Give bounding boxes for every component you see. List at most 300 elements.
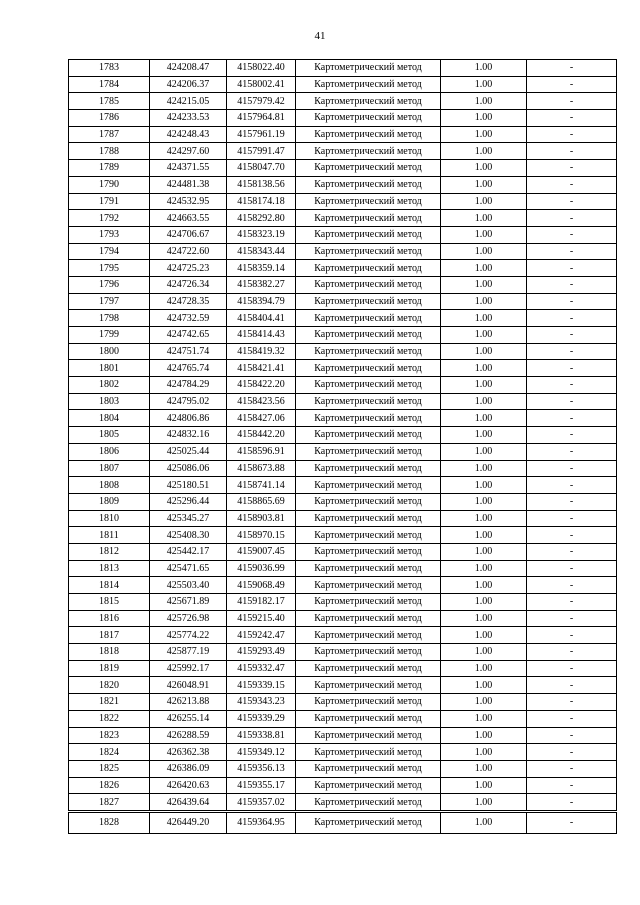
description-cell: -	[527, 260, 617, 277]
method-cell: Картометрический метод	[296, 744, 441, 761]
y-coordinate-cell: 4159349.12	[227, 744, 296, 761]
accuracy-cell: 1.00	[441, 243, 527, 260]
accuracy-cell: 1.00	[441, 410, 527, 427]
coordinates-table-body	[69, 60, 617, 834]
accuracy-cell: 1.00	[441, 360, 527, 377]
x-coordinate-cell: 425025.44	[150, 443, 227, 460]
description-cell: -	[527, 777, 617, 794]
method-cell: Картометрический метод	[296, 560, 441, 577]
method-cell: Картометрический метод	[296, 710, 441, 727]
method-cell: Картометрический метод	[296, 777, 441, 794]
x-coordinate-cell: 425345.27	[150, 510, 227, 527]
y-coordinate-cell: 4159355.17	[227, 777, 296, 794]
method-cell: Картометрический метод	[296, 76, 441, 93]
y-coordinate-cell: 4159182.17	[227, 594, 296, 611]
table-row	[69, 60, 617, 77]
accuracy-cell: 1.00	[441, 327, 527, 344]
point-number-cell: 1807	[69, 460, 150, 477]
description-cell: -	[527, 543, 617, 560]
description-cell: -	[527, 60, 617, 77]
y-coordinate-cell: 4158414.43	[227, 327, 296, 344]
x-coordinate-cell: 426420.63	[150, 777, 227, 794]
point-number-cell: 1802	[69, 377, 150, 394]
table-row	[69, 510, 617, 527]
y-coordinate-cell: 4159215.40	[227, 610, 296, 627]
method-cell: Картометрический метод	[296, 310, 441, 327]
point-number-cell: 1785	[69, 93, 150, 110]
table-row	[69, 126, 617, 143]
method-cell: Картометрический метод	[296, 660, 441, 677]
description-cell: -	[527, 443, 617, 460]
y-coordinate-cell: 4158423.56	[227, 393, 296, 410]
x-coordinate-cell: 424206.37	[150, 76, 227, 93]
table-row	[69, 310, 617, 327]
coordinates-table	[68, 59, 617, 834]
table-row	[69, 527, 617, 544]
accuracy-cell: 1.00	[441, 527, 527, 544]
method-cell: Картометрический метод	[296, 477, 441, 494]
point-number-cell: 1791	[69, 193, 150, 210]
point-number-cell: 1797	[69, 293, 150, 310]
description-cell: -	[527, 727, 617, 744]
accuracy-cell: 1.00	[441, 160, 527, 177]
point-number-cell: 1815	[69, 594, 150, 611]
page-number: 41	[314, 30, 326, 42]
description-cell: -	[527, 393, 617, 410]
x-coordinate-cell: 425671.89	[150, 594, 227, 611]
point-number-cell: 1812	[69, 543, 150, 560]
description-cell: -	[527, 210, 617, 227]
y-coordinate-cell: 4159068.49	[227, 577, 296, 594]
description-cell: -	[527, 694, 617, 711]
table-row	[69, 694, 617, 711]
table-row	[69, 193, 617, 210]
x-coordinate-cell: 425992.17	[150, 660, 227, 677]
y-coordinate-cell: 4158404.41	[227, 310, 296, 327]
description-cell: -	[527, 126, 617, 143]
description-cell: -	[527, 594, 617, 611]
accuracy-cell: 1.00	[441, 543, 527, 560]
y-coordinate-cell: 4159007.45	[227, 543, 296, 560]
point-number-cell: 1801	[69, 360, 150, 377]
table-row	[69, 243, 617, 260]
method-cell: Картометрический метод	[296, 493, 441, 510]
method-cell: Картометрический метод	[296, 410, 441, 427]
point-number-cell: 1822	[69, 710, 150, 727]
description-cell: -	[527, 343, 617, 360]
description-cell: -	[527, 243, 617, 260]
accuracy-cell: 1.00	[441, 560, 527, 577]
table-row	[69, 260, 617, 277]
x-coordinate-cell: 424233.53	[150, 110, 227, 127]
y-coordinate-cell: 4159338.81	[227, 727, 296, 744]
y-coordinate-cell: 4159364.95	[227, 811, 296, 833]
y-coordinate-cell: 4158382.27	[227, 276, 296, 293]
y-coordinate-cell: 4159343.23	[227, 694, 296, 711]
method-cell: Картометрический метод	[296, 293, 441, 310]
point-number-cell: 1824	[69, 744, 150, 761]
x-coordinate-cell: 425503.40	[150, 577, 227, 594]
accuracy-cell: 1.00	[441, 260, 527, 277]
description-cell: -	[527, 577, 617, 594]
description-cell: -	[527, 176, 617, 193]
x-coordinate-cell: 424297.60	[150, 143, 227, 160]
x-coordinate-cell: 424742.65	[150, 327, 227, 344]
description-cell: -	[527, 276, 617, 293]
accuracy-cell: 1.00	[441, 493, 527, 510]
y-coordinate-cell: 4158442.20	[227, 427, 296, 444]
accuracy-cell: 1.00	[441, 811, 527, 833]
table-row	[69, 610, 617, 627]
y-coordinate-cell: 4159036.99	[227, 560, 296, 577]
description-cell: -	[527, 510, 617, 527]
table-row	[69, 727, 617, 744]
method-cell: Картометрический метод	[296, 327, 441, 344]
point-number-cell: 1804	[69, 410, 150, 427]
x-coordinate-cell: 424371.55	[150, 160, 227, 177]
table-row	[69, 293, 617, 310]
description-cell: -	[527, 110, 617, 127]
accuracy-cell: 1.00	[441, 460, 527, 477]
method-cell: Картометрический метод	[296, 577, 441, 594]
y-coordinate-cell: 4158022.40	[227, 60, 296, 77]
x-coordinate-cell: 424726.34	[150, 276, 227, 293]
point-number-cell: 1795	[69, 260, 150, 277]
table-row	[69, 660, 617, 677]
x-coordinate-cell: 426288.59	[150, 727, 227, 744]
method-cell: Картометрический метод	[296, 694, 441, 711]
y-coordinate-cell: 4159242.47	[227, 627, 296, 644]
x-coordinate-cell: 424832.16	[150, 427, 227, 444]
accuracy-cell: 1.00	[441, 310, 527, 327]
table-row	[69, 427, 617, 444]
accuracy-cell: 1.00	[441, 293, 527, 310]
table-row	[69, 176, 617, 193]
description-cell: -	[527, 644, 617, 661]
accuracy-cell: 1.00	[441, 760, 527, 777]
y-coordinate-cell: 4157961.19	[227, 126, 296, 143]
table-row	[69, 460, 617, 477]
point-number-cell: 1784	[69, 76, 150, 93]
point-number-cell: 1817	[69, 627, 150, 644]
x-coordinate-cell: 425408.30	[150, 527, 227, 544]
y-coordinate-cell: 4158970.15	[227, 527, 296, 544]
accuracy-cell: 1.00	[441, 110, 527, 127]
table-row	[69, 560, 617, 577]
x-coordinate-cell: 424784.29	[150, 377, 227, 394]
method-cell: Картометрический метод	[296, 393, 441, 410]
point-number-cell: 1811	[69, 527, 150, 544]
point-number-cell: 1783	[69, 60, 150, 77]
table-row	[69, 644, 617, 661]
y-coordinate-cell: 4158741.14	[227, 477, 296, 494]
table-row	[69, 76, 617, 93]
point-number-cell: 1820	[69, 677, 150, 694]
x-coordinate-cell: 424765.74	[150, 360, 227, 377]
point-number-cell: 1819	[69, 660, 150, 677]
y-coordinate-cell: 4158865.69	[227, 493, 296, 510]
method-cell: Картометрический метод	[296, 527, 441, 544]
description-cell: -	[527, 493, 617, 510]
accuracy-cell: 1.00	[441, 93, 527, 110]
method-cell: Картометрический метод	[296, 226, 441, 243]
point-number-cell: 1799	[69, 327, 150, 344]
method-cell: Картометрический метод	[296, 126, 441, 143]
point-number-cell: 1818	[69, 644, 150, 661]
x-coordinate-cell: 424663.55	[150, 210, 227, 227]
description-cell: -	[527, 360, 617, 377]
accuracy-cell: 1.00	[441, 76, 527, 93]
x-coordinate-cell: 425877.19	[150, 644, 227, 661]
y-coordinate-cell: 4158343.44	[227, 243, 296, 260]
accuracy-cell: 1.00	[441, 226, 527, 243]
accuracy-cell: 1.00	[441, 777, 527, 794]
point-number-cell: 1796	[69, 276, 150, 293]
x-coordinate-cell: 424806.86	[150, 410, 227, 427]
accuracy-cell: 1.00	[441, 427, 527, 444]
x-coordinate-cell: 424795.02	[150, 393, 227, 410]
table-row	[69, 327, 617, 344]
y-coordinate-cell: 4158421.41	[227, 360, 296, 377]
point-number-cell: 1816	[69, 610, 150, 627]
y-coordinate-cell: 4159357.02	[227, 794, 296, 812]
x-coordinate-cell: 424722.60	[150, 243, 227, 260]
method-cell: Картометрический метод	[296, 794, 441, 812]
method-cell: Картометрический метод	[296, 543, 441, 560]
table-row	[69, 93, 617, 110]
x-coordinate-cell: 424248.43	[150, 126, 227, 143]
table-row	[69, 360, 617, 377]
description-cell: -	[527, 710, 617, 727]
accuracy-cell: 1.00	[441, 660, 527, 677]
x-coordinate-cell: 426255.14	[150, 710, 227, 727]
y-coordinate-cell: 4158903.81	[227, 510, 296, 527]
table-row	[69, 276, 617, 293]
accuracy-cell: 1.00	[441, 443, 527, 460]
point-number-cell: 1828	[69, 811, 150, 833]
method-cell: Картометрический метод	[296, 460, 441, 477]
y-coordinate-cell: 4158047.70	[227, 160, 296, 177]
description-cell: -	[527, 477, 617, 494]
accuracy-cell: 1.00	[441, 393, 527, 410]
method-cell: Картометрический метод	[296, 677, 441, 694]
x-coordinate-cell: 424215.05	[150, 93, 227, 110]
table-row	[69, 410, 617, 427]
method-cell: Картометрический метод	[296, 610, 441, 627]
accuracy-cell: 1.00	[441, 610, 527, 627]
description-cell: -	[527, 627, 617, 644]
x-coordinate-cell: 424751.74	[150, 343, 227, 360]
y-coordinate-cell: 4158419.32	[227, 343, 296, 360]
x-coordinate-cell: 424728.35	[150, 293, 227, 310]
method-cell: Картометрический метод	[296, 243, 441, 260]
method-cell: Картометрический метод	[296, 276, 441, 293]
x-coordinate-cell: 424532.95	[150, 193, 227, 210]
description-cell: -	[527, 143, 617, 160]
y-coordinate-cell: 4159293.49	[227, 644, 296, 661]
point-number-cell: 1814	[69, 577, 150, 594]
point-number-cell: 1808	[69, 477, 150, 494]
description-cell: -	[527, 93, 617, 110]
x-coordinate-cell: 425774.22	[150, 627, 227, 644]
table-row	[69, 811, 617, 833]
point-number-cell: 1800	[69, 343, 150, 360]
accuracy-cell: 1.00	[441, 193, 527, 210]
y-coordinate-cell: 4158323.19	[227, 226, 296, 243]
y-coordinate-cell: 4158138.56	[227, 176, 296, 193]
x-coordinate-cell: 426386.09	[150, 760, 227, 777]
method-cell: Картометрический метод	[296, 427, 441, 444]
y-coordinate-cell: 4158427.06	[227, 410, 296, 427]
x-coordinate-cell: 425086.06	[150, 460, 227, 477]
table-row	[69, 226, 617, 243]
x-coordinate-cell: 426449.20	[150, 811, 227, 833]
x-coordinate-cell: 426439.64	[150, 794, 227, 812]
x-coordinate-cell: 426213.88	[150, 694, 227, 711]
method-cell: Картометрический метод	[296, 360, 441, 377]
y-coordinate-cell: 4159356.13	[227, 760, 296, 777]
accuracy-cell: 1.00	[441, 377, 527, 394]
method-cell: Картометрический метод	[296, 93, 441, 110]
method-cell: Картометрический метод	[296, 443, 441, 460]
point-number-cell: 1821	[69, 694, 150, 711]
point-number-cell: 1792	[69, 210, 150, 227]
table-row	[69, 493, 617, 510]
y-coordinate-cell: 4158002.41	[227, 76, 296, 93]
point-number-cell: 1788	[69, 143, 150, 160]
description-cell: -	[527, 410, 617, 427]
point-number-cell: 1803	[69, 393, 150, 410]
description-cell: -	[527, 427, 617, 444]
x-coordinate-cell: 426362.38	[150, 744, 227, 761]
point-number-cell: 1798	[69, 310, 150, 327]
x-coordinate-cell: 424732.59	[150, 310, 227, 327]
point-number-cell: 1786	[69, 110, 150, 127]
accuracy-cell: 1.00	[441, 710, 527, 727]
x-coordinate-cell: 425180.51	[150, 477, 227, 494]
point-number-cell: 1813	[69, 560, 150, 577]
point-number-cell: 1806	[69, 443, 150, 460]
table-row	[69, 760, 617, 777]
accuracy-cell: 1.00	[441, 276, 527, 293]
x-coordinate-cell: 425296.44	[150, 493, 227, 510]
description-cell: -	[527, 677, 617, 694]
accuracy-cell: 1.00	[441, 744, 527, 761]
x-coordinate-cell: 424481.38	[150, 176, 227, 193]
table-row	[69, 143, 617, 160]
description-cell: -	[527, 794, 617, 812]
point-number-cell: 1793	[69, 226, 150, 243]
x-coordinate-cell: 426048.91	[150, 677, 227, 694]
table-row	[69, 594, 617, 611]
method-cell: Картометрический метод	[296, 143, 441, 160]
method-cell: Картометрический метод	[296, 377, 441, 394]
y-coordinate-cell: 4159332.47	[227, 660, 296, 677]
y-coordinate-cell: 4158422.20	[227, 377, 296, 394]
accuracy-cell: 1.00	[441, 343, 527, 360]
y-coordinate-cell: 4157964.81	[227, 110, 296, 127]
accuracy-cell: 1.00	[441, 477, 527, 494]
description-cell: -	[527, 610, 617, 627]
method-cell: Картометрический метод	[296, 811, 441, 833]
method-cell: Картометрический метод	[296, 760, 441, 777]
description-cell: -	[527, 310, 617, 327]
description-cell: -	[527, 226, 617, 243]
table-row	[69, 744, 617, 761]
accuracy-cell: 1.00	[441, 644, 527, 661]
description-cell: -	[527, 327, 617, 344]
accuracy-cell: 1.00	[441, 794, 527, 812]
method-cell: Картометрический метод	[296, 210, 441, 227]
description-cell: -	[527, 193, 617, 210]
description-cell: -	[527, 76, 617, 93]
point-number-cell: 1794	[69, 243, 150, 260]
table-row	[69, 677, 617, 694]
accuracy-cell: 1.00	[441, 627, 527, 644]
method-cell: Картометрический метод	[296, 727, 441, 744]
x-coordinate-cell: 424706.67	[150, 226, 227, 243]
table-row	[69, 794, 617, 812]
table-row	[69, 160, 617, 177]
method-cell: Картометрический метод	[296, 176, 441, 193]
point-number-cell: 1787	[69, 126, 150, 143]
table-row	[69, 543, 617, 560]
accuracy-cell: 1.00	[441, 594, 527, 611]
table-row	[69, 110, 617, 127]
y-coordinate-cell: 4157979.42	[227, 93, 296, 110]
point-number-cell: 1825	[69, 760, 150, 777]
description-cell: -	[527, 560, 617, 577]
description-cell: -	[527, 527, 617, 544]
method-cell: Картометрический метод	[296, 343, 441, 360]
method-cell: Картометрический метод	[296, 160, 441, 177]
point-number-cell: 1826	[69, 777, 150, 794]
table-row	[69, 477, 617, 494]
description-cell: -	[527, 744, 617, 761]
table-row	[69, 393, 617, 410]
y-coordinate-cell: 4158359.14	[227, 260, 296, 277]
accuracy-cell: 1.00	[441, 210, 527, 227]
method-cell: Картометрический метод	[296, 627, 441, 644]
y-coordinate-cell: 4157991.47	[227, 143, 296, 160]
accuracy-cell: 1.00	[441, 577, 527, 594]
accuracy-cell: 1.00	[441, 176, 527, 193]
x-coordinate-cell: 424208.47	[150, 60, 227, 77]
x-coordinate-cell: 424725.23	[150, 260, 227, 277]
y-coordinate-cell: 4158673.88	[227, 460, 296, 477]
point-number-cell: 1789	[69, 160, 150, 177]
x-coordinate-cell: 425471.65	[150, 560, 227, 577]
y-coordinate-cell: 4159339.29	[227, 710, 296, 727]
accuracy-cell: 1.00	[441, 143, 527, 160]
point-number-cell: 1805	[69, 427, 150, 444]
point-number-cell: 1823	[69, 727, 150, 744]
table-row	[69, 443, 617, 460]
table-row	[69, 777, 617, 794]
description-cell: -	[527, 760, 617, 777]
description-cell: -	[527, 460, 617, 477]
accuracy-cell: 1.00	[441, 727, 527, 744]
point-number-cell: 1790	[69, 176, 150, 193]
point-number-cell: 1827	[69, 794, 150, 812]
accuracy-cell: 1.00	[441, 60, 527, 77]
x-coordinate-cell: 425726.98	[150, 610, 227, 627]
description-cell: -	[527, 811, 617, 833]
accuracy-cell: 1.00	[441, 510, 527, 527]
method-cell: Картометрический метод	[296, 644, 441, 661]
method-cell: Картометрический метод	[296, 110, 441, 127]
y-coordinate-cell: 4158394.79	[227, 293, 296, 310]
